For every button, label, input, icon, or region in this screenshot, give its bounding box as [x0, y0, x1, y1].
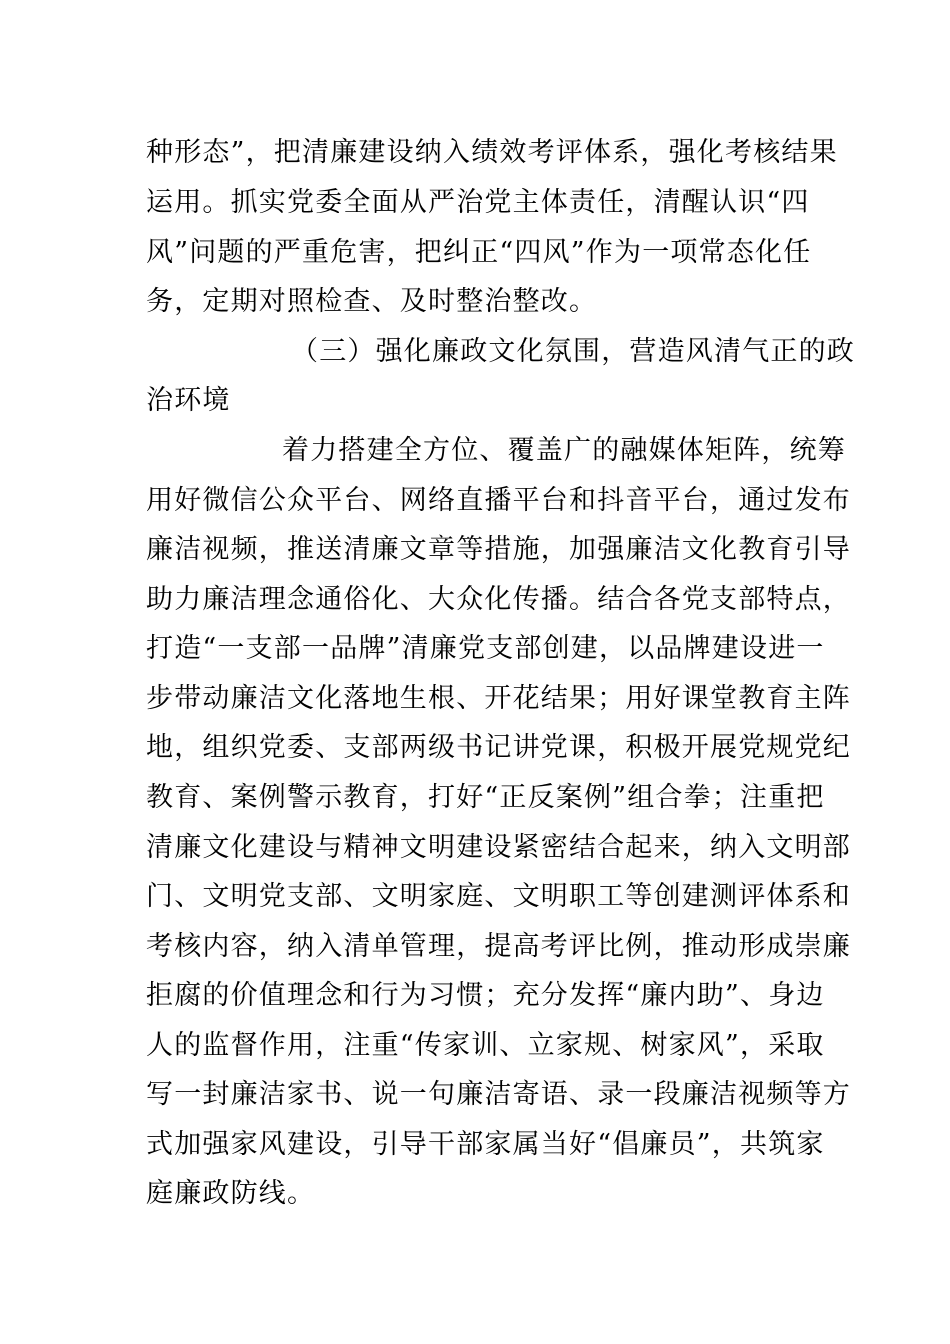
paragraph-line: 务，定期对照检查、及时整治整改。: [146, 286, 598, 317]
paragraph-line: 步带动廉洁文化落地生根、开花结果；用好课堂教育主阵: [146, 683, 851, 714]
paragraph-line: 写一封廉洁家书、说一句廉洁寄语、录一段廉洁视频等方: [146, 1079, 851, 1110]
paragraph-line: 助力廉洁理念通俗化、大众化传播。结合各党支部特点，: [146, 584, 851, 615]
paragraph-line: 清廉文化建设与精神文明建设紧密结合起来，纳入文明部: [146, 832, 851, 863]
paragraph-line: 用好微信公众平台、网络直播平台和抖音平台，通过发布: [146, 485, 851, 516]
section-heading: 治环境: [146, 385, 231, 416]
paragraph-line: 教育、案例警示教育，打好“正反案例”组合拳；注重把: [146, 782, 825, 813]
paragraph-line: 庭廉政防线。: [146, 1178, 316, 1209]
paragraph-line: 种形态”，把清廉建设纳入绩效考评体系，强化考核结果: [146, 137, 838, 168]
paragraph-line: 式加强家风建设，引导干部家属当好“倡廉员”，共筑家: [146, 1129, 825, 1160]
paragraph-line: 风”问题的严重危害，把纠正“四风”作为一项常态化任: [146, 237, 812, 268]
paragraph-line: 运用。抓实党委全面从严治党主体责任，清醒认识“四: [146, 187, 810, 218]
paragraph-line: 廉洁视频，推送清廉文章等措施，加强廉洁文化教育引导: [146, 534, 851, 565]
paragraph-line: 考核内容，纳入清单管理，提高考评比例，推动形成崇廉: [146, 931, 851, 962]
paragraph-line: 着力搭建全方位、覆盖广的融媒体矩阵，统筹: [282, 435, 846, 466]
section-heading: （三）强化廉政文化氛围，营造风清气正的政: [291, 336, 855, 367]
paragraph-line: 拒腐的价值理念和行为习惯；充分发挥“廉内助”、身边: [146, 980, 825, 1011]
paragraph-line: 门、文明党支部、文明家庭、文明职工等创建测评体系和: [146, 881, 851, 912]
paragraph-line: 打造“一支部一品牌”清廉党支部创建，以品牌建设进一: [146, 633, 825, 664]
paragraph-line: 地，组织党委、支部两级书记讲党课，积极开展党规党纪: [146, 732, 851, 763]
paragraph-line: 人的监督作用，注重“传家训、立家规、树家风”，采取: [146, 1030, 825, 1061]
